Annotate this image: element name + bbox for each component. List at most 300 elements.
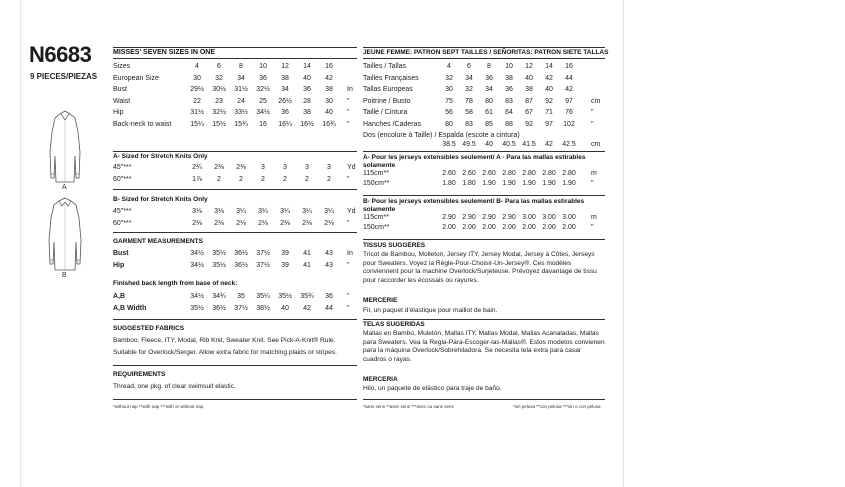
divider [113,189,357,190]
cell-value: 80 [485,97,493,105]
cell-value: 3.00 [522,214,536,221]
cell-value: 25 [259,97,267,105]
fr-view-a-table [363,169,605,189]
table-row [113,61,357,73]
view-a-yardage-title: A- Sized for Stretch Knits Only [113,153,208,160]
row-label: Tailles / Tallas [363,63,407,70]
row-label: Hip [113,109,124,117]
cell-value: 35¾ [300,293,314,300]
garment-measurements-title: GARMENT MEASUREMENTS [113,238,203,245]
row-label: 45"*** [113,208,132,215]
cell-value: 15¾ [234,120,248,128]
cell-value: 43 [325,250,333,257]
unit-label: m [591,170,597,177]
view-b-yardage-table [113,206,357,229]
cell-value: 80 [445,120,453,128]
divider [363,195,605,196]
cell-value: 34 [237,74,245,82]
unit-label: Yd [347,164,356,171]
cell-value: 1.80 [462,180,476,187]
table-row [113,119,357,131]
view-a-label: A [62,184,67,191]
cell-value: 41 [303,261,311,269]
cell-value: 1.80 [442,180,456,187]
row-label: Hanches /Caderas [363,120,421,128]
table-row [113,162,357,174]
cell-value: 36 [281,109,289,117]
row-label: Taille / Cintura [363,109,408,117]
cell-value: 10 [505,63,513,70]
french-footnote: *sans sens **avec sens ***avec ou sans sens [363,404,454,409]
cell-value: 10 [259,63,267,70]
unit-label: In [347,250,353,257]
cell-value: 16 [565,63,573,70]
cell-value: 34 [281,86,289,94]
cell-value: 42 [565,86,573,94]
french-spanish-column [363,49,609,409]
cell-value: 16¼ [278,120,292,128]
french-spanish-heading: JEUNE FEMME: PATRON SEPT TAILLES / SEÑORITAS: PATRON SIETE TALLAS [363,49,609,56]
cell-value: 37½ [256,250,270,257]
cell-value: 34½ [190,250,204,257]
view-b-yardage-title: B- Sized for Stretch Knits Only [113,196,208,203]
cell-value: 44 [565,74,573,82]
cell-value: 34¾ [212,293,226,300]
cell-value: 56 [445,109,453,117]
cell-value: 22 [193,97,201,105]
cell-value: 34 [465,74,473,82]
cell-value: 2.00 [442,224,456,231]
cell-value: 2.00 [482,224,496,231]
suggested-fabrics-text [113,337,357,357]
table-row [363,179,605,189]
cell-value: 2.00 [522,224,536,231]
row-label: Bust [113,86,128,94]
cell-value: 42.5 [562,141,576,148]
tissus-title: TISSUS SUGGERES [363,242,426,249]
cell-value: 85 [485,120,493,128]
row-label: Bust [113,250,129,257]
cell-value: 64 [505,109,513,117]
cell-value: 42 [545,141,553,148]
unit-label: " [347,175,350,183]
divider [363,319,605,320]
unit-label: " [347,120,350,128]
unit-label: Yd [347,208,356,215]
cell-value: 3¼ [324,208,334,215]
cell-value: 2.00 [502,224,516,231]
row-label: 115cm** [363,214,389,221]
view-a-yardage-table [113,162,357,185]
table-row [113,260,357,272]
cell-value: 76 [565,109,573,117]
cell-value: 97 [565,97,573,105]
requirements-text: Thread, one pkg. of clear swimsuit elastic. [113,383,236,390]
unit-label: " [347,304,350,312]
cell-value: 4 [195,63,199,70]
cell-value: 3 [305,164,309,171]
table-row [363,107,605,119]
cell-value: 78 [465,97,473,105]
row-label: 150cm** [363,180,390,187]
cell-value: 36½ [234,250,248,257]
cell-value: 2.80 [562,170,576,177]
fr-view-a-title: A- Pour les jerseys extensibles seulement/ A - Para las mallas estirables [363,154,586,161]
table-row [113,206,357,218]
cell-value: 4 [447,63,451,70]
fr-view-b-table [363,213,605,233]
cell-value: 44 [325,304,333,312]
cell-value: 36 [259,74,267,82]
row-label: 60"*** [113,175,132,183]
back-length-row [363,140,605,149]
merceria-title: MERCERIA [363,376,398,383]
mercerie-text: Fil, un paquet d'élastique pour maillot de bain. [363,307,498,314]
cell-value: 2⅛ [192,219,202,227]
table-row [113,291,357,303]
row-label: 45"*** [113,164,132,171]
cell-value: 2⅛ [258,219,268,227]
divider [113,58,357,59]
cell-value: 75 [445,97,453,105]
cell-value: 8 [487,63,491,70]
back-length-label: Dos (encolure à Taille) / Espalda (escote a cintura) [363,132,520,139]
cell-value: 38 [325,86,333,94]
cell-value: 35½ [190,304,204,312]
unit-label: " [347,261,350,269]
cell-value: 34½ [256,109,270,117]
fr-view-a-title-cont: solamente [363,162,396,169]
cell-value: 37½ [256,261,270,269]
pattern-code: N6683 [29,42,92,67]
cell-value: 40 [325,109,333,117]
cell-value: 2¾ [192,164,202,171]
cell-value: 2.60 [482,170,496,177]
pattern-sheet [20,0,624,487]
row-label: Sizes [113,63,131,70]
cell-value: 40 [485,141,493,148]
row-label: Tailles Françaises [363,74,419,82]
cell-value: 6 [217,63,221,70]
cell-value: 42 [325,74,333,82]
row-label: 150cm** [363,224,390,231]
cell-value: 14 [545,63,553,70]
cell-value: 92 [525,120,533,128]
cell-value: 1.90 [502,180,516,187]
cell-value: 97 [545,120,553,128]
unit-label: " [591,109,594,117]
cell-value: 67 [525,109,533,117]
row-label: Tallas Europeas [363,86,413,94]
cell-value: 34½ [190,293,204,300]
row-label: A,B [113,293,126,300]
table-row [363,140,605,149]
merceria-text: Hilo, un paquete de elástico para traje de baño. [363,385,502,392]
cell-value: 3¼ [280,208,290,215]
table-row [113,218,357,230]
unit-label: " [591,224,594,231]
cell-value: 36 [303,86,311,94]
table-row [363,169,605,179]
fabrics-line: Suitable for Overlock/Serger. Allow extra fabric for matching plaids or stripes. [113,348,337,356]
cell-value: 32 [465,86,473,94]
cell-value: 2.80 [542,170,556,177]
cell-value: 15¼ [190,120,204,128]
fr-view-b-title: B- Pour les jerseys extensibles seulement/ B- Para las mallas estirables [363,198,585,205]
cell-value: 3¼ [302,208,312,215]
cell-value: 3.00 [562,214,576,221]
cell-value: 1.90 [562,180,576,187]
divider [113,47,357,48]
cell-value: 1.90 [482,180,496,187]
cell-value: 28 [303,97,311,105]
cell-value: 2 [305,175,309,183]
telas-text: Mallas en Bambú, Muletón, Mallas ITY, Mallas Modal, Mallas Acanaladas, Mallas para Sweaters. Vea la Regla-Para-Escoger-las-Mallas®. Estos modelos convienen para la máquina Overlock/Sobrehiladora. Se necesita tela extra para casar cuadros o rayas. [363,330,605,363]
cell-value: 40 [303,74,311,82]
cell-value: 2⅛ [324,219,334,227]
telas-title: TELAS SUGERIDAS [363,321,425,328]
cell-value: 3⅛ [192,208,202,215]
cell-value: 71 [545,109,553,117]
cell-value: 36 [505,86,513,94]
cell-value: 38 [303,109,311,117]
cell-value: 41.5 [522,141,536,148]
cell-value: 14 [303,63,311,70]
fr-view-b-title-cont: solamente [363,206,396,213]
table-row [113,248,357,260]
cell-value: 38½ [256,304,270,312]
cell-value: 40 [525,74,533,82]
view-b-illustration [45,196,85,282]
divider [113,365,357,366]
divider [363,58,605,59]
requirements-title: REQUIREMENTS [113,371,166,378]
cell-value: 30 [325,97,333,105]
cell-value: 39 [281,261,289,269]
cell-value: 16 [325,63,333,70]
cell-value: 16½ [300,120,314,128]
english-footnote: *without nap **with nap ***with or without nap [113,404,204,409]
body-measurements-table [113,61,357,131]
cell-value: 40 [281,304,289,312]
cell-value: 32 [215,74,223,82]
cell-value: 2.60 [462,170,476,177]
cell-value: 2 [327,175,331,183]
divider [113,151,357,152]
table-row [363,61,605,73]
cell-value: 61 [485,109,493,117]
cell-value: 43 [325,261,333,269]
cell-value: 88 [505,120,513,128]
dress-a-sketch-icon [45,108,85,186]
cell-value: 3¼ [258,208,268,215]
cell-value: 32½ [256,86,270,94]
table-row [363,73,605,85]
cell-value: 38 [281,74,289,82]
cell-value: 34½ [190,261,204,269]
cell-value: 102 [563,120,575,128]
cell-value: 2.80 [522,170,536,177]
cell-value: 2.90 [462,214,476,221]
table-row [113,73,357,85]
unit-label: " [347,109,350,117]
cell-value: 40.5 [502,141,516,148]
cell-value: 2⅜ [236,164,246,171]
cell-value: 2.90 [442,214,456,221]
row-label: A,B Width [113,304,147,312]
unit-label: m [591,214,597,221]
spanish-footnote: *sin pelusa **con pelusa ***sin o con pelusa [513,404,601,409]
cell-value: 83 [505,97,513,105]
cell-value: 2⅛ [214,219,224,227]
table-row [363,223,605,233]
cell-value: 24 [237,97,245,105]
divider [363,151,605,152]
cell-value: 38 [505,74,513,82]
divider [363,239,605,240]
cell-value: 33½ [234,109,248,117]
cell-value: 30 [445,86,453,94]
row-label: Waist [113,97,131,105]
english-column [113,49,357,409]
unit-label: " [347,219,350,227]
cell-value: 2.80 [502,170,516,177]
cell-value: 58 [465,109,473,117]
cell-value: 2⅛ [302,219,312,227]
unit-label: " [347,97,350,105]
cell-value: 3 [261,164,265,171]
cell-value: 3 [283,164,287,171]
cell-value: 2.00 [542,224,556,231]
cell-value: 35¼ [256,293,270,300]
unit-label: " [591,180,594,187]
cell-value: 35½ [278,293,292,300]
table-row [363,84,605,96]
cell-value: 2 [261,175,265,183]
table-row [363,213,605,223]
cell-value: 16¾ [322,120,336,128]
cell-value: 12 [281,63,289,70]
cell-value: 36 [485,74,493,82]
cell-value: 42 [545,74,553,82]
cell-value: 26½ [278,97,292,105]
tissus-text: Tricot de Bambou, Molleton, Jersey ITY, Jersey Modal, Jersey à Côtes, Jerseys pour Sweaters. Voyez la Règle-Pour-Choisir-Un-Jersey®. Ces modèles conviennent pour la machine Overlock/Surjeteuse. Prévoyez davantage de tissu pour raccorder les écossais ou rayures. [363,251,597,284]
metric-body-table [363,61,605,131]
divider [363,399,605,400]
cell-value: 2.90 [482,214,496,221]
cell-value: 31½ [234,86,248,94]
cell-value: 2.00 [462,224,476,231]
cell-value: 23 [215,97,223,105]
cell-value: 42 [303,304,311,312]
cell-value: 2.90 [502,214,516,221]
garment-measurements-table [113,248,357,271]
cell-value: 31½ [190,109,204,117]
cell-value: 6 [467,63,471,70]
cell-value: 83 [465,120,473,128]
table-row [363,119,605,131]
cell-value: 36 [325,293,333,300]
cell-value: 8 [239,63,243,70]
cell-value: 34 [485,86,493,94]
cell-value: 2⅛ [280,219,290,227]
fabrics-line: Bamboo, Fleece, ITY, Modal, Rib Knit, Sweater Knit. See Pick-A-Knit® Rule. [113,337,336,344]
cell-value: 2⅜ [214,164,224,171]
divider [363,47,605,48]
cell-value: 3.00 [542,214,556,221]
cell-value: 15½ [212,120,226,128]
cell-value: 2 [217,175,221,183]
cell-value: 49.5 [462,141,476,148]
table-row [113,174,357,186]
cell-value: 39 [281,250,289,257]
cell-value: 36½ [234,261,248,269]
table-row [113,107,357,119]
unit-label: In [347,86,353,94]
cell-value: 2⅛ [236,219,246,227]
mercerie-title: MERCERIE [363,297,398,304]
cell-value: 1⅞ [192,175,202,183]
cell-value: 29½ [190,86,204,94]
cell-value: 41 [303,250,311,257]
cell-value: 92 [545,97,553,105]
cell-value: 16 [259,120,267,128]
row-label: European Size [113,74,159,82]
cell-value: 2.60 [442,170,456,177]
cell-value: 3⅛ [214,208,224,215]
finished-length-table [113,291,357,314]
unit-label: " [347,293,350,300]
row-label: Hip [113,261,125,269]
divider [113,232,357,233]
cell-value: 40 [545,86,553,94]
cell-value: 37½ [234,304,248,312]
cell-value: 32½ [212,109,226,117]
cell-value: 87 [525,97,533,105]
cell-value: 2 [283,175,287,183]
table-row [363,96,605,108]
row-label: 115cm** [363,170,389,177]
cell-value: 1.90 [542,180,556,187]
table-row [113,84,357,96]
finished-length-title: Finished back length from base of neck: [113,280,238,287]
cell-value: 35½ [212,261,226,269]
unit-label: " [591,120,594,128]
cell-value: 35 [237,293,245,300]
cell-value: 35½ [212,250,226,257]
cell-value: 2 [239,175,243,183]
english-heading: MISSES' SEVEN SIZES IN ONE [113,49,216,56]
row-label: 60"*** [113,219,132,227]
divider [113,319,357,320]
dress-b-sketch-icon [45,196,85,274]
table-row [113,96,357,108]
cell-value: 38.5 [442,141,456,148]
cell-value: 30 [193,74,201,82]
cell-value: 1.90 [522,180,536,187]
cell-value: 3¼ [236,208,246,215]
unit-label: cm [591,97,601,105]
row-label: Back-neck to waist [113,120,172,128]
row-label: Poitrine / Busto [363,97,411,105]
table-row [113,303,357,315]
cell-value: 12 [525,63,533,70]
cell-value: 3 [327,164,331,171]
cell-value: 32 [445,74,453,82]
view-a-illustration [45,108,85,194]
cell-value: 36½ [212,304,226,312]
unit-label: cm [591,141,601,148]
